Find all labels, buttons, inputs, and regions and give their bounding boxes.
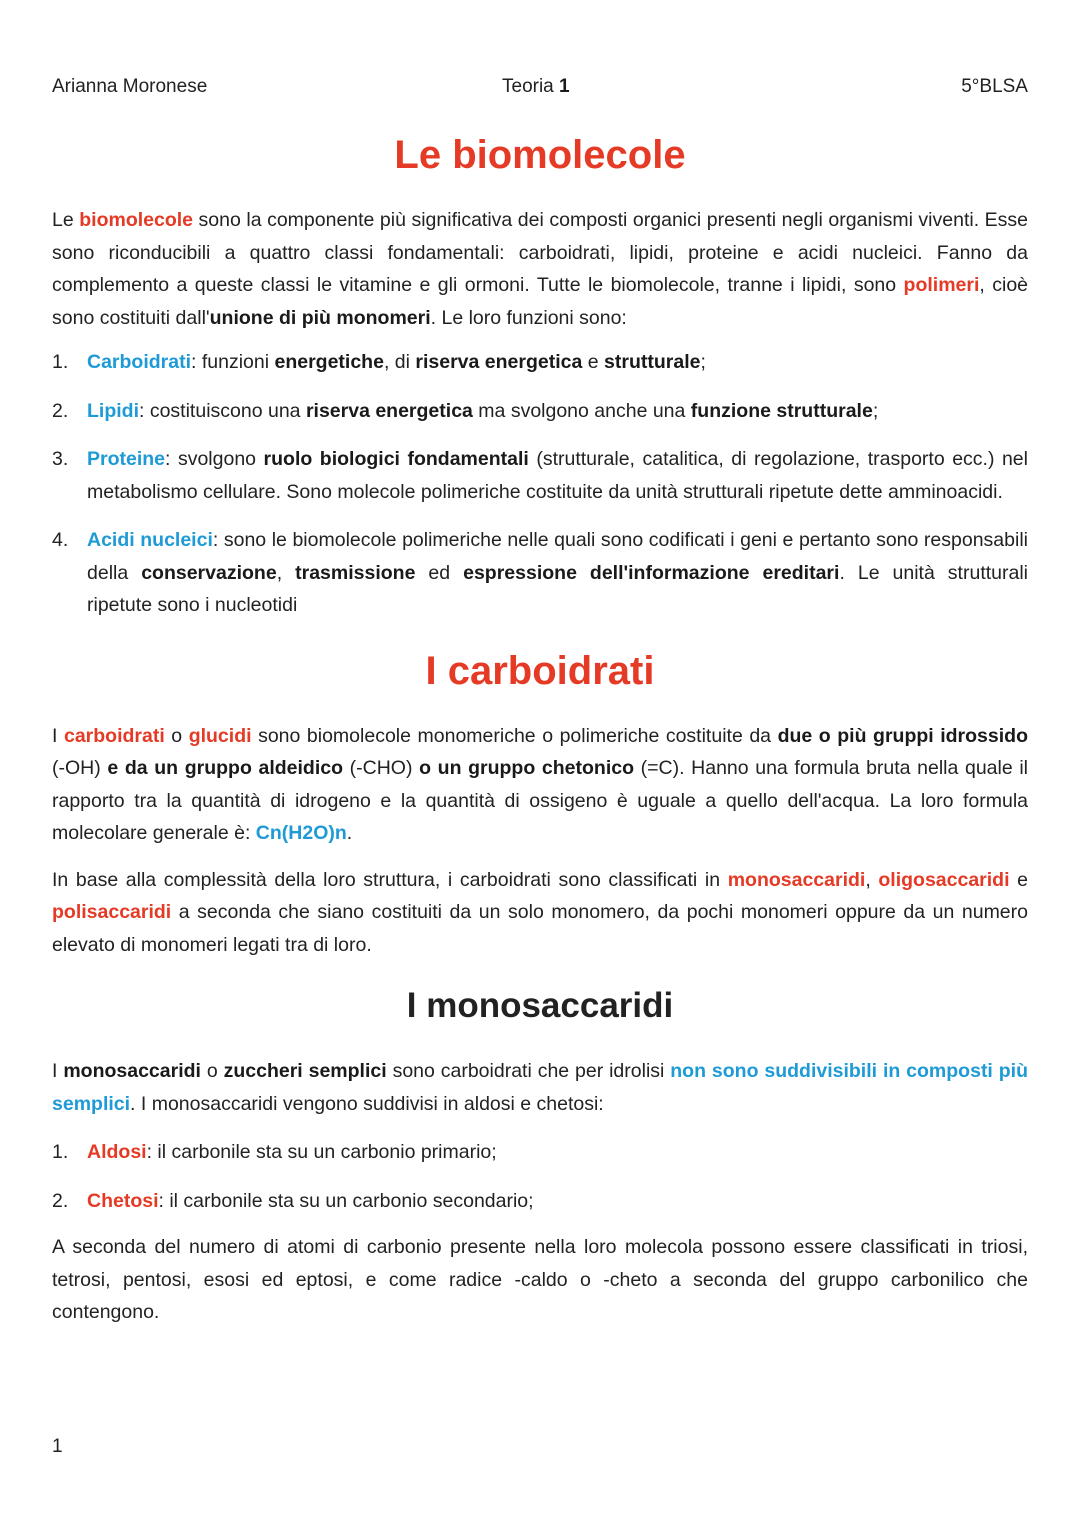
item-label: Acidi nucleici	[87, 529, 213, 551]
paragraph-carboidrati	[52, 720, 1028, 850]
text: sono biomolecole monomeriche o polimeriche costituite da	[251, 724, 778, 747]
bold-term: riserva energetica	[415, 351, 583, 373]
bold-term: conservazione	[141, 561, 277, 584]
page-header	[52, 76, 1028, 104]
list-item	[52, 1136, 1028, 1169]
list-number: 2.	[52, 399, 69, 422]
list-number: 1.	[52, 351, 69, 373]
highlight-term: monosaccaridi	[727, 868, 866, 891]
bold-term: energetiche	[274, 351, 384, 373]
text: ,	[865, 868, 879, 891]
highlight-term: non sono suddivisibili in composti più semplici	[52, 1060, 1028, 1115]
text: : svolgono	[165, 448, 264, 470]
text: . Le loro funzioni sono:	[430, 306, 627, 329]
text: (=C). Hanno una formula bruta nella quale il rapporto tra la quantità di idrogeno e la quantità di ossigeno è uguale a quello dell'acqua. La loro formula molecolare generale è:	[52, 757, 1029, 844]
bold-term: strutturale	[604, 351, 701, 373]
list-number: 2.	[52, 1189, 69, 1212]
list-number: 1.	[52, 1141, 69, 1163]
heading-biomolecole: Le biomolecole	[394, 133, 686, 177]
heading-carboidrati: I carboidrati	[425, 648, 655, 693]
text: o	[164, 724, 189, 747]
document-title-number: 1	[559, 76, 570, 97]
bold-term: o un gruppo chetonico	[419, 757, 634, 779]
text: ;	[700, 351, 706, 373]
text: , cioè sono costituiti dall'	[52, 274, 1029, 329]
text: e	[582, 351, 605, 373]
text: . I monosaccaridi vengono suddivisi in aldosi e chetosi:	[130, 1092, 604, 1115]
text: o	[200, 1060, 224, 1082]
item-label: Lipidi	[87, 399, 139, 422]
highlight-term: polisaccaridi	[52, 901, 172, 923]
bold-term: espressione dell'informazione ereditari	[463, 561, 840, 584]
paragraph-classificazione	[52, 864, 1028, 962]
text: In base alla complessità della loro struttura, i carboidrati sono classificati in	[52, 868, 728, 891]
text: sono carboidrati che per idrolisi	[386, 1060, 671, 1082]
item-label: Chetosi	[87, 1189, 159, 1212]
highlight-term: polimeri	[903, 274, 980, 296]
item-label: Aldosi	[87, 1141, 147, 1163]
paragraph-classificazione-carbonio: A seconda del numero di atomi di carbonio presente nella loro molecola possono essere classificati in triosi, tetrosi, pentosi, esosi ed eptosi, e come radice -caldo o -cheto a seconda del gruppo carbonilico che contengono.	[52, 1236, 1028, 1323]
text: . Le unità strutturali ripetute sono i nucleotidi	[87, 561, 1029, 616]
text: ,	[276, 561, 296, 584]
monosaccaridi-list	[52, 1136, 1028, 1217]
class-label: 5°BLSA	[961, 76, 1028, 97]
text: I	[52, 1060, 64, 1082]
text: : costituiscono una	[139, 399, 306, 422]
bold-term: e da un gruppo aldeidico	[107, 757, 344, 779]
text: a seconda che siano costituiti da un solo monomero, da pochi monomeri oppure da un numero elevato di monomeri legati tra di loro.	[52, 901, 1028, 956]
bold-term: due o più gruppi idrossido	[777, 724, 1028, 747]
biomolecule-list	[52, 346, 1028, 622]
text: : il carbonile sta su un carbonio secondario;	[158, 1189, 534, 1212]
text: ma svolgono anche una	[472, 399, 691, 422]
paragraph-monosaccaridi	[52, 1055, 1028, 1120]
bold-term: zuccheri semplici	[223, 1060, 387, 1082]
text: ed	[415, 561, 464, 584]
list-number: 4.	[52, 529, 69, 551]
text: : sono le biomolecole polimeriche nelle quali sono codificati i geni e pertanto sono responsabili della	[87, 529, 1028, 584]
author-name: Arianna Moronese	[52, 76, 208, 97]
text: (strutturale, catalitica, di regolazione, trasporto ecc.) nel metabolismo cellulare. Sono molecole polimeriche costituite da unità strutturali ripetute dette amminoacidi.	[87, 448, 1028, 503]
text: (-OH)	[52, 757, 108, 779]
formula: Cn(H2O)n	[255, 822, 347, 844]
bold-term: riserva energetica	[305, 399, 473, 422]
text: e	[1009, 868, 1028, 891]
page-number: 1	[52, 1436, 63, 1457]
document-title-text: Teoria	[502, 76, 560, 97]
text: I	[52, 724, 64, 747]
list-item	[52, 443, 1028, 508]
item-label: Carboidrati	[87, 351, 192, 373]
highlight-term: biomolecole	[79, 209, 194, 231]
document-title	[502, 76, 570, 98]
paragraph-biomolecole-intro	[52, 204, 1028, 334]
text: ;	[872, 399, 879, 422]
highlight-term: oligosaccaridi	[878, 868, 1010, 891]
bold-term: funzione strutturale	[690, 399, 873, 422]
text: sono la componente più significativa dei composti organici presenti negli organismi viventi. Esse sono riconducibili a quattro classi fondamentali: carboidrati, lipidi, proteine e acidi nucleici. Fanno da complemento a queste classi le vitamine e gli ormoni. Tutte le biomolecole, tranne i lipidi, sono	[52, 209, 1029, 296]
text: (-CHO)	[343, 757, 420, 779]
text: : funzioni	[191, 351, 275, 373]
text: .	[346, 822, 353, 844]
list-number: 3.	[52, 448, 69, 470]
heading-monosaccaridi: I monosaccaridi	[406, 986, 674, 1025]
item-label: Proteine	[87, 448, 166, 470]
bold-term: ruolo biologici fondamentali	[263, 448, 529, 470]
highlight-term: carboidrati	[63, 724, 165, 747]
text: Le	[52, 209, 80, 231]
bold-term: unione di più monomeri	[209, 306, 431, 329]
text: , di	[383, 351, 416, 373]
list-item	[52, 395, 1028, 428]
list-item	[52, 524, 1028, 622]
text: : il carbonile sta su un carbonio primario;	[146, 1141, 497, 1163]
page-content	[52, 128, 1028, 1329]
highlight-term: glucidi	[188, 724, 252, 747]
bold-term: monosaccaridi	[63, 1060, 201, 1082]
list-item	[52, 1185, 1028, 1218]
list-item	[52, 346, 1028, 379]
bold-term: trasmissione	[295, 561, 416, 584]
